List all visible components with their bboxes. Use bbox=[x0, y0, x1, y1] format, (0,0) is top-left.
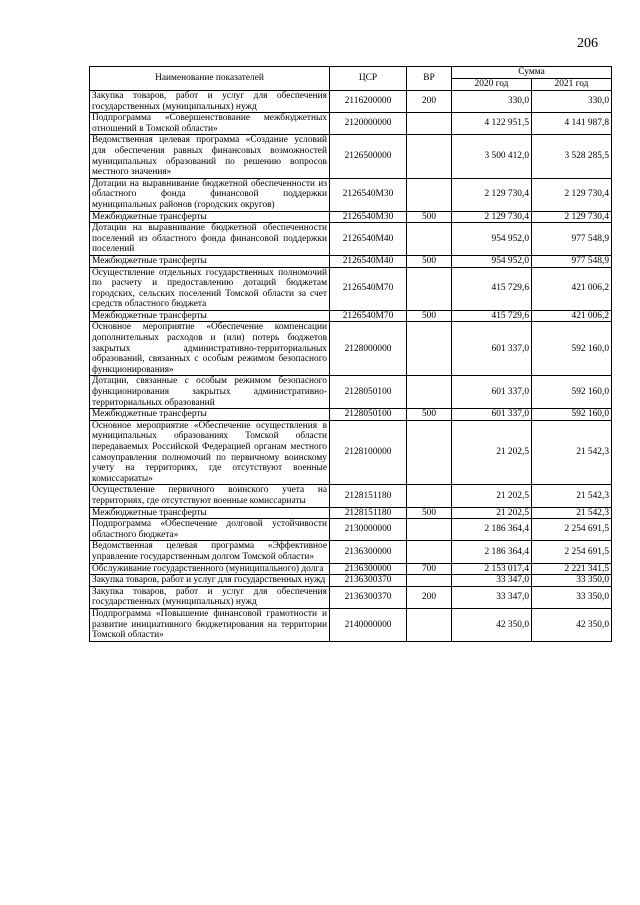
row-csr: 2126540М30 bbox=[330, 211, 407, 223]
row-name: Осуществление отдельных государственных полномочий по расчету и предоставлению дотаций бюджетам городских, сельских поселений Томской области за счет средств областного бюджета bbox=[90, 267, 330, 310]
budget-table bbox=[89, 66, 612, 642]
row-name: Подпрограмма «Повышение финансовой грамотности и развитие инициативного бюджетирования на территории Томской области» bbox=[90, 608, 330, 641]
row-vr: 500 bbox=[407, 255, 452, 267]
row-name: Осуществление первичного воинского учета на территориях, где отсутствуют военные комиссариаты bbox=[90, 485, 330, 507]
row-vr: 500 bbox=[407, 310, 452, 322]
row-vr: 700 bbox=[407, 563, 452, 575]
row-sum-2021: 21 542,3 bbox=[532, 420, 612, 485]
row-name: Дотации, связанные с особым режимом безопасного функционирования закрытых административно-территориальных образований bbox=[90, 376, 330, 409]
row-vr bbox=[407, 608, 452, 641]
row-vr: 500 bbox=[407, 409, 452, 421]
row-name: Дотации на выравнивание бюджетной обеспеченности поселений из областного фонда финансовой поддержки поселений bbox=[90, 223, 330, 256]
header-vr: ВР bbox=[407, 67, 452, 91]
row-vr bbox=[407, 376, 452, 409]
row-name: Подпрограмма «Обеспечение долговой устойчивости областного бюджета» bbox=[90, 519, 330, 541]
row-sum-2020: 21 202,5 bbox=[452, 485, 532, 507]
row-vr bbox=[407, 420, 452, 485]
row-name: Основное мероприятие «Обеспечение осуществления в муниципальных образованиях Томской области передаваемых Российской Федерацией органам местного самоуправления полномочий по первичному воинскому учету на территориях, где отсутствуют военные комиссариаты» bbox=[90, 420, 330, 485]
row-csr: 2120000000 bbox=[330, 113, 407, 135]
row-sum-2021: 592 160,0 bbox=[532, 322, 612, 376]
row-sum-2020: 330,0 bbox=[452, 91, 532, 113]
table-row bbox=[90, 519, 612, 541]
row-sum-2020: 2 129 730,4 bbox=[452, 178, 532, 211]
row-vr bbox=[407, 541, 452, 563]
row-csr: 2136300370 bbox=[330, 586, 407, 608]
row-vr bbox=[407, 223, 452, 256]
row-name: Дотации на выравнивание бюджетной обеспеченности из областного фонда финансовой поддержки муниципальных районов (городских округов) bbox=[90, 178, 330, 211]
row-csr: 2116200000 bbox=[330, 91, 407, 113]
row-name: Обслуживание государственного (муниципального) долга bbox=[90, 563, 330, 575]
row-vr bbox=[407, 575, 452, 587]
row-sum-2021: 421 006,2 bbox=[532, 267, 612, 310]
table-row bbox=[90, 420, 612, 485]
table-row bbox=[90, 255, 612, 267]
row-sum-2021: 21 542,3 bbox=[532, 485, 612, 507]
table-row bbox=[90, 211, 612, 223]
row-sum-2020: 954 952,0 bbox=[452, 255, 532, 267]
row-csr: 2126540М40 bbox=[330, 223, 407, 256]
row-name: Подпрограмма «Совершенствование межбюджетных отношений в Томской области» bbox=[90, 113, 330, 135]
header-csr: ЦСР bbox=[330, 67, 407, 91]
row-sum-2021: 33 350,0 bbox=[532, 575, 612, 587]
header-year-2020: 2020 год bbox=[452, 79, 532, 91]
row-csr: 2128050100 bbox=[330, 409, 407, 421]
row-csr: 2126540М70 bbox=[330, 267, 407, 310]
row-csr: 2126540М30 bbox=[330, 178, 407, 211]
row-sum-2020: 4 122 951,5 bbox=[452, 113, 532, 135]
row-sum-2020: 33 347,0 bbox=[452, 586, 532, 608]
table-row bbox=[90, 267, 612, 310]
row-name: Закупка товаров, работ и услуг для государственных нужд bbox=[90, 575, 330, 587]
row-sum-2021: 4 141 987,8 bbox=[532, 113, 612, 135]
row-sum-2020: 2 186 364,4 bbox=[452, 519, 532, 541]
table-row bbox=[90, 575, 612, 587]
row-vr bbox=[407, 135, 452, 178]
row-sum-2021: 42 350,0 bbox=[532, 608, 612, 641]
table-row bbox=[90, 485, 612, 507]
row-vr bbox=[407, 485, 452, 507]
row-vr: 200 bbox=[407, 91, 452, 113]
row-sum-2020: 21 202,5 bbox=[452, 507, 532, 519]
table-row bbox=[90, 608, 612, 641]
row-sum-2020: 33 347,0 bbox=[452, 575, 532, 587]
row-vr bbox=[407, 113, 452, 135]
row-sum-2021: 3 528 285,5 bbox=[532, 135, 612, 178]
row-sum-2020: 601 337,0 bbox=[452, 376, 532, 409]
row-sum-2021: 421 006,2 bbox=[532, 310, 612, 322]
row-csr: 2126540М70 bbox=[330, 310, 407, 322]
row-name: Межбюджетные трансферты bbox=[90, 507, 330, 519]
table-row bbox=[90, 91, 612, 113]
table-row bbox=[90, 541, 612, 563]
row-sum-2020: 42 350,0 bbox=[452, 608, 532, 641]
row-name: Основное мероприятие «Обеспечение компенсации дополнительных расходов и (или) потерь бюджетов закрытых административно-территориальных образований, связанных с особым режимом безопасного функционирования» bbox=[90, 322, 330, 376]
row-sum-2021: 592 160,0 bbox=[532, 409, 612, 421]
row-sum-2020: 2 129 730,4 bbox=[452, 211, 532, 223]
row-sum-2021: 2 129 730,4 bbox=[532, 211, 612, 223]
row-csr: 2136300000 bbox=[330, 563, 407, 575]
table-row bbox=[90, 322, 612, 376]
row-csr: 2126500000 bbox=[330, 135, 407, 178]
row-csr: 2126540М40 bbox=[330, 255, 407, 267]
row-sum-2021: 977 548,9 bbox=[532, 255, 612, 267]
row-sum-2020: 601 337,0 bbox=[452, 409, 532, 421]
row-sum-2020: 2 153 017,4 bbox=[452, 563, 532, 575]
row-vr bbox=[407, 519, 452, 541]
table-row bbox=[90, 135, 612, 178]
row-sum-2021: 2 254 691,5 bbox=[532, 519, 612, 541]
row-sum-2020: 415 729,6 bbox=[452, 267, 532, 310]
row-sum-2021: 2 254 691,5 bbox=[532, 541, 612, 563]
row-name: Межбюджетные трансферты bbox=[90, 211, 330, 223]
row-name: Межбюджетные трансферты bbox=[90, 310, 330, 322]
row-vr: 500 bbox=[407, 507, 452, 519]
row-sum-2021: 592 160,0 bbox=[532, 376, 612, 409]
table-row bbox=[90, 586, 612, 608]
row-sum-2021: 33 350,0 bbox=[532, 586, 612, 608]
table-row bbox=[90, 113, 612, 135]
header-sum: Сумма bbox=[452, 67, 612, 79]
row-sum-2020: 954 952,0 bbox=[452, 223, 532, 256]
table-row bbox=[90, 507, 612, 519]
table-row bbox=[90, 376, 612, 409]
header-name: Наименование показателей bbox=[90, 67, 330, 91]
row-name: Закупка товаров, работ и услуг для обеспечения государственных (муниципальных) нужд bbox=[90, 586, 330, 608]
row-name: Межбюджетные трансферты bbox=[90, 409, 330, 421]
table-row bbox=[90, 563, 612, 575]
table-row bbox=[90, 310, 612, 322]
header-year-2021: 2021 год bbox=[532, 79, 612, 91]
row-sum-2021: 2 221 341,5 bbox=[532, 563, 612, 575]
table-row bbox=[90, 409, 612, 421]
row-sum-2020: 601 337,0 bbox=[452, 322, 532, 376]
row-sum-2020: 21 202,5 bbox=[452, 420, 532, 485]
row-csr: 2128000000 bbox=[330, 322, 407, 376]
row-name: Межбюджетные трансферты bbox=[90, 255, 330, 267]
row-vr bbox=[407, 322, 452, 376]
row-csr: 2130000000 bbox=[330, 519, 407, 541]
row-csr: 2136300000 bbox=[330, 541, 407, 563]
row-vr bbox=[407, 267, 452, 310]
row-vr bbox=[407, 178, 452, 211]
row-name: Ведомственная целевая программа «Создание условий для обеспечения равных финансовых возможностей муниципальных образований по решению вопросов местного значения» bbox=[90, 135, 330, 178]
row-sum-2020: 415 729,6 bbox=[452, 310, 532, 322]
table-row bbox=[90, 223, 612, 256]
row-sum-2020: 3 500 412,0 bbox=[452, 135, 532, 178]
row-sum-2020: 2 186 364,4 bbox=[452, 541, 532, 563]
row-vr: 200 bbox=[407, 586, 452, 608]
row-sum-2021: 977 548,9 bbox=[532, 223, 612, 256]
row-name: Закупка товаров, работ и услуг для обеспечения государственных (муниципальных) нужд bbox=[90, 91, 330, 113]
row-csr: 2128151180 bbox=[330, 485, 407, 507]
row-csr: 2128151180 bbox=[330, 507, 407, 519]
row-vr: 500 bbox=[407, 211, 452, 223]
page-number: 206 bbox=[577, 36, 598, 51]
row-sum-2021: 21 542,3 bbox=[532, 507, 612, 519]
table-row bbox=[90, 178, 612, 211]
row-name: Ведомственная целевая программа «Эффективное управление государственным долгом Томской области» bbox=[90, 541, 330, 563]
row-csr: 2136300370 bbox=[330, 575, 407, 587]
row-sum-2021: 2 129 730,4 bbox=[532, 178, 612, 211]
row-csr: 2140000000 bbox=[330, 608, 407, 641]
row-sum-2021: 330,0 bbox=[532, 91, 612, 113]
row-csr: 2128050100 bbox=[330, 376, 407, 409]
row-csr: 2128100000 bbox=[330, 420, 407, 485]
